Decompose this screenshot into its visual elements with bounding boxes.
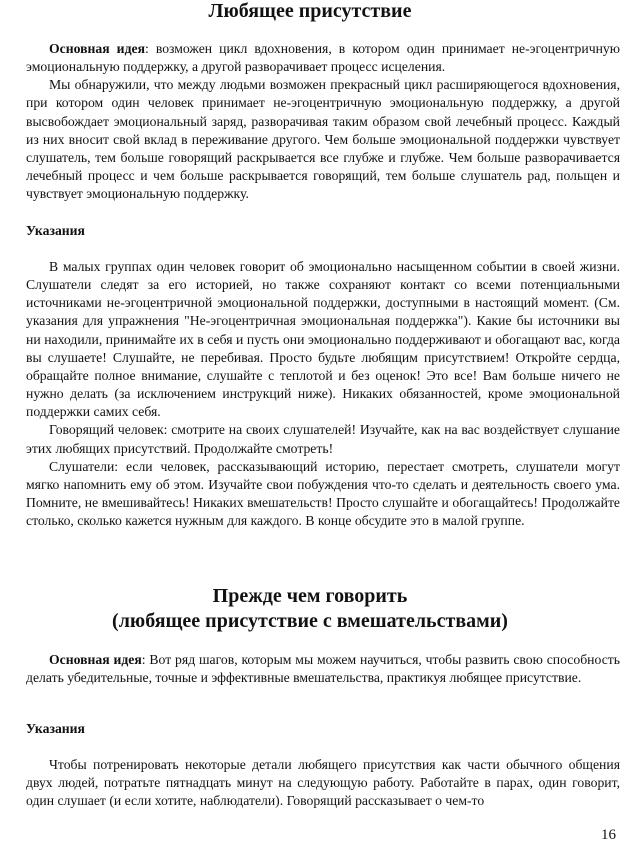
main-idea-paragraph <box>26 40 620 76</box>
section2-intro <box>26 651 620 687</box>
main-idea-paragraph <box>26 651 620 687</box>
section1-instructions <box>26 258 620 530</box>
listeners-paragraph: Слушатели: если человек, рассказывающий историю, перестает смотреть, слушатели могут мягко напомнить ему об этом. Изучайте свои побуждения что-то сделать и деятельность своего ума. Помните, не вмешивайтесь! Никаких вмешательств! Просто слушайте и обогащайтесь! Продолжайте столько, сколько кажется нужным для каждого. В конце обсудите это в малой группе. <box>26 458 620 529</box>
instructions-heading: Указания <box>26 223 85 238</box>
section-title-loving-presence: Любящее присутствие <box>208 0 412 22</box>
main-idea-text: : Вот ряд шагов, которым мы можем научиться, чтобы развить свою способность делать убедительные, точные и эффективные вмешательства, практикуя любящее присутствие. <box>26 652 620 686</box>
main-idea-text: : возможен цикл вдохновения, в котором один принимает не-эгоцентричную эмоциональную поддержку, а другой разворачивает процесс исцеления. <box>26 41 620 75</box>
main-idea-label: Основная идея <box>49 41 145 56</box>
section2-instructions <box>26 756 620 810</box>
main-idea-label: Основная идея <box>49 652 142 667</box>
instructions-paragraph: В малых группах один человек говорит об эмоционально насыщенном событии в своей жизни. Слушатели следят за его историей, но также сохраняют контакт со всеми потенциальными источниками не-эгоцентричной эмоциональной поддержки, доступными в настоящий момент. (См. указания для упражнения "Не-эгоцентричная эмоциональная поддержка"). Какие бы источники вы ни находили, принимайте их в себя и пусть они эмоционально поддерживают и обогащают вас, когда вы слушаете! Слушайте, не перебивая. Просто будьте любящим присутствием! Откройте сердца, обращайте полное внимание, слушайте с теплотой и без оценок! Это все! Вам больше ничего не нужно делать (за исключением инструкций ниже). Никаких обязанностей, кроме эмоциональной поддержки самих себя. <box>26 259 620 420</box>
section1-intro <box>26 40 620 203</box>
speaker-paragraph: Говорящий человек: смотрите на своих слушателей! Изучайте, как на вас воздействует слушание этих любящих присутствий. Продолжайте смотреть! <box>26 422 620 456</box>
section-subtitle: (любящее присутствие с вмешательствами) <box>112 610 508 632</box>
section-title-before-speaking: Прежде чем говорить <box>212 585 408 607</box>
page-number: 16 <box>601 827 616 843</box>
instructions-paragraph: Чтобы потренировать некоторые детали любящего присутствия как части обычного общения двух людей, потратьте пятнадцать минут на следующую работу. Работайте в парах, один говорит, один слушает (и если хотите, наблюдатели). Говорящий рассказывает о чем-то <box>26 757 620 809</box>
body-paragraph: Мы обнаружили, что между людьми возможен прекрасный цикл расширяющегося вдохновения, при котором один человек принимает не-эгоцентричную эмоциональную поддержку, а другой высвобождает эмоциональный заряд, разворачивая таким образом свой лечебный процесс. Каждый из них вносит свой вклад в переживание другого. Чем больше эмоциональной поддержки чувствует слушатель, тем больше говорящий раскрывается все глубже и глубже. Чем больше разворачивается лечебный процесс и чем больше раскрывается говорящий, тем больше слушатель рад, польщен и чувствует эмоциональную поддержку. <box>26 77 620 202</box>
instructions-heading: Указания <box>26 721 85 736</box>
